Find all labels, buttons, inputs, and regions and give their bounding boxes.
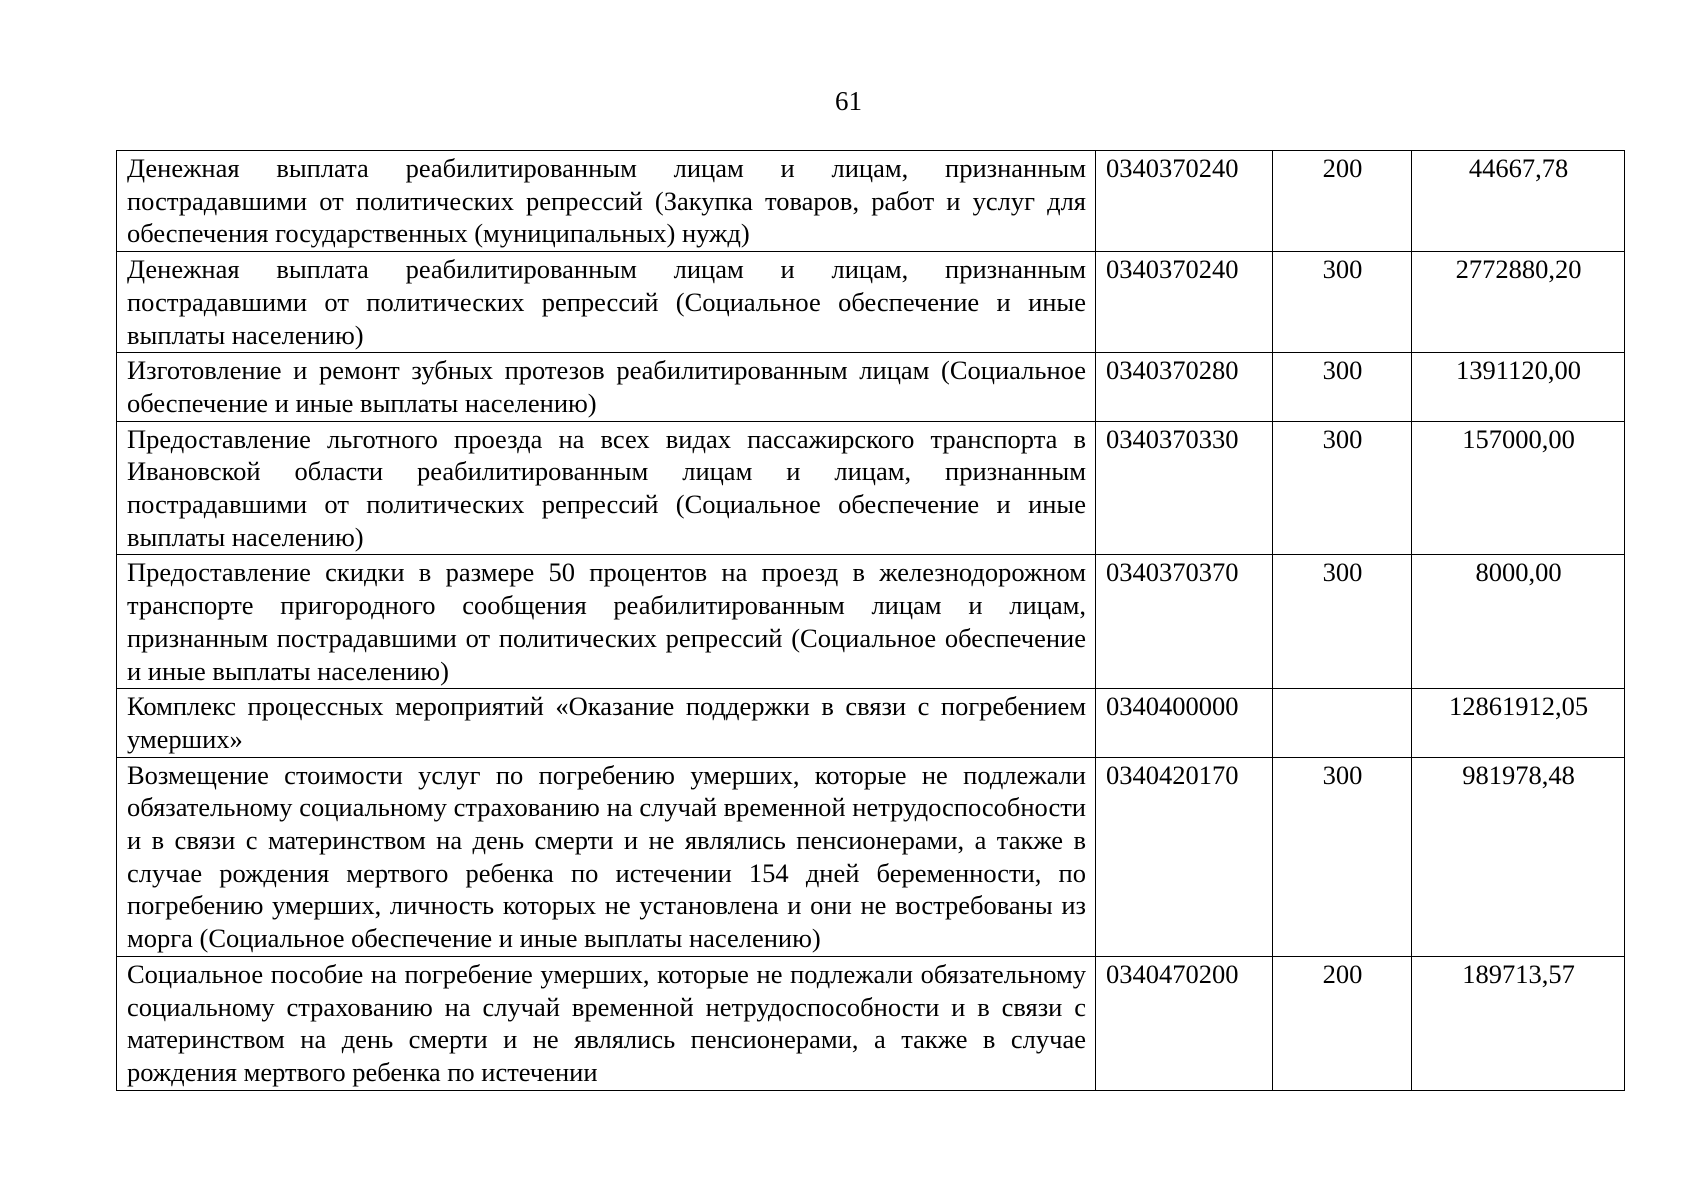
row-expense-type: 300 — [1273, 421, 1412, 555]
table-row — [117, 956, 1625, 1090]
table-row — [117, 555, 1625, 689]
table-row — [117, 252, 1625, 353]
table-row — [117, 151, 1625, 252]
row-code: 0340470200 — [1096, 956, 1273, 1090]
row-amount: 981978,48 — [1412, 757, 1625, 956]
table-row — [117, 353, 1625, 421]
row-expense-type: 200 — [1273, 956, 1412, 1090]
row-expense-type: 300 — [1273, 757, 1412, 956]
row-description: Денежная выплата реабилитированным лицам и лицам, признанным пострадавшими от политических репрессий (Закупка товаров, работ и услуг для обеспечения государственных (муниципальных) нужд) — [117, 151, 1096, 252]
budget-table — [116, 150, 1625, 1091]
row-expense-type: 300 — [1273, 252, 1412, 353]
row-amount: 44667,78 — [1412, 151, 1625, 252]
row-expense-type — [1273, 689, 1412, 757]
row-amount: 12861912,05 — [1412, 689, 1625, 757]
row-code: 0340420170 — [1096, 757, 1273, 956]
page-number: 61 — [835, 86, 862, 116]
row-code: 0340400000 — [1096, 689, 1273, 757]
row-expense-type: 300 — [1273, 353, 1412, 421]
row-code: 0340370280 — [1096, 353, 1273, 421]
row-amount: 2772880,20 — [1412, 252, 1625, 353]
row-amount: 189713,57 — [1412, 956, 1625, 1090]
table-row — [117, 757, 1625, 956]
table-row — [117, 421, 1625, 555]
row-amount: 8000,00 — [1412, 555, 1625, 689]
row-description: Предоставление льготного проезда на всех видах пассажирского транспорта в Ивановской области реабилитированным лицам и лицам, признанным пострадавшими от политических репрессий (Социальное обеспечение и иные выплаты населению) — [117, 421, 1096, 555]
row-code: 0340370240 — [1096, 252, 1273, 353]
row-code: 0340370370 — [1096, 555, 1273, 689]
row-amount: 157000,00 — [1412, 421, 1625, 555]
row-description: Изготовление и ремонт зубных протезов реабилитированным лицам (Социальное обеспечение и иные выплаты населению) — [117, 353, 1096, 421]
row-description: Возмещение стоимости услуг по погребению умерших, которые не подлежали обязательному социальному страхованию на случай временной нетрудоспособности и в связи с материнством на день смерти и не являлись пенсионерами, а также в случае рождения мертвого ребенка по истечении 154 дней беременности, по погребению умерших, личность которых не установлена и они не востребованы из морга (Социальное обеспечение и иные выплаты населению) — [117, 757, 1096, 956]
row-expense-type: 300 — [1273, 555, 1412, 689]
row-description: Социальное пособие на погребение умерших, которые не подлежали обязательному социальному страхованию на случай временной нетрудоспособности и в связи с материнством на день смерти и не являлись пенсионерами, а также в случае рождения мертвого ребенка по истечении — [117, 956, 1096, 1090]
row-expense-type: 200 — [1273, 151, 1412, 252]
row-code: 0340370240 — [1096, 151, 1273, 252]
row-amount: 1391120,00 — [1412, 353, 1625, 421]
table-row — [117, 689, 1625, 757]
row-code: 0340370330 — [1096, 421, 1273, 555]
row-description: Предоставление скидки в размере 50 процентов на проезд в железнодорожном транспорте пригородного сообщения реабилитированным лицам и лицам, признанным пострадавшими от политических репрессий (Социальное обеспечение и иные выплаты населению) — [117, 555, 1096, 689]
row-description: Денежная выплата реабилитированным лицам и лицам, признанным пострадавшими от политических репрессий (Социальное обеспечение и иные выплаты населению) — [117, 252, 1096, 353]
row-description: Комплекс процессных мероприятий «Оказание поддержки в связи с погребением умерших» — [117, 689, 1096, 757]
